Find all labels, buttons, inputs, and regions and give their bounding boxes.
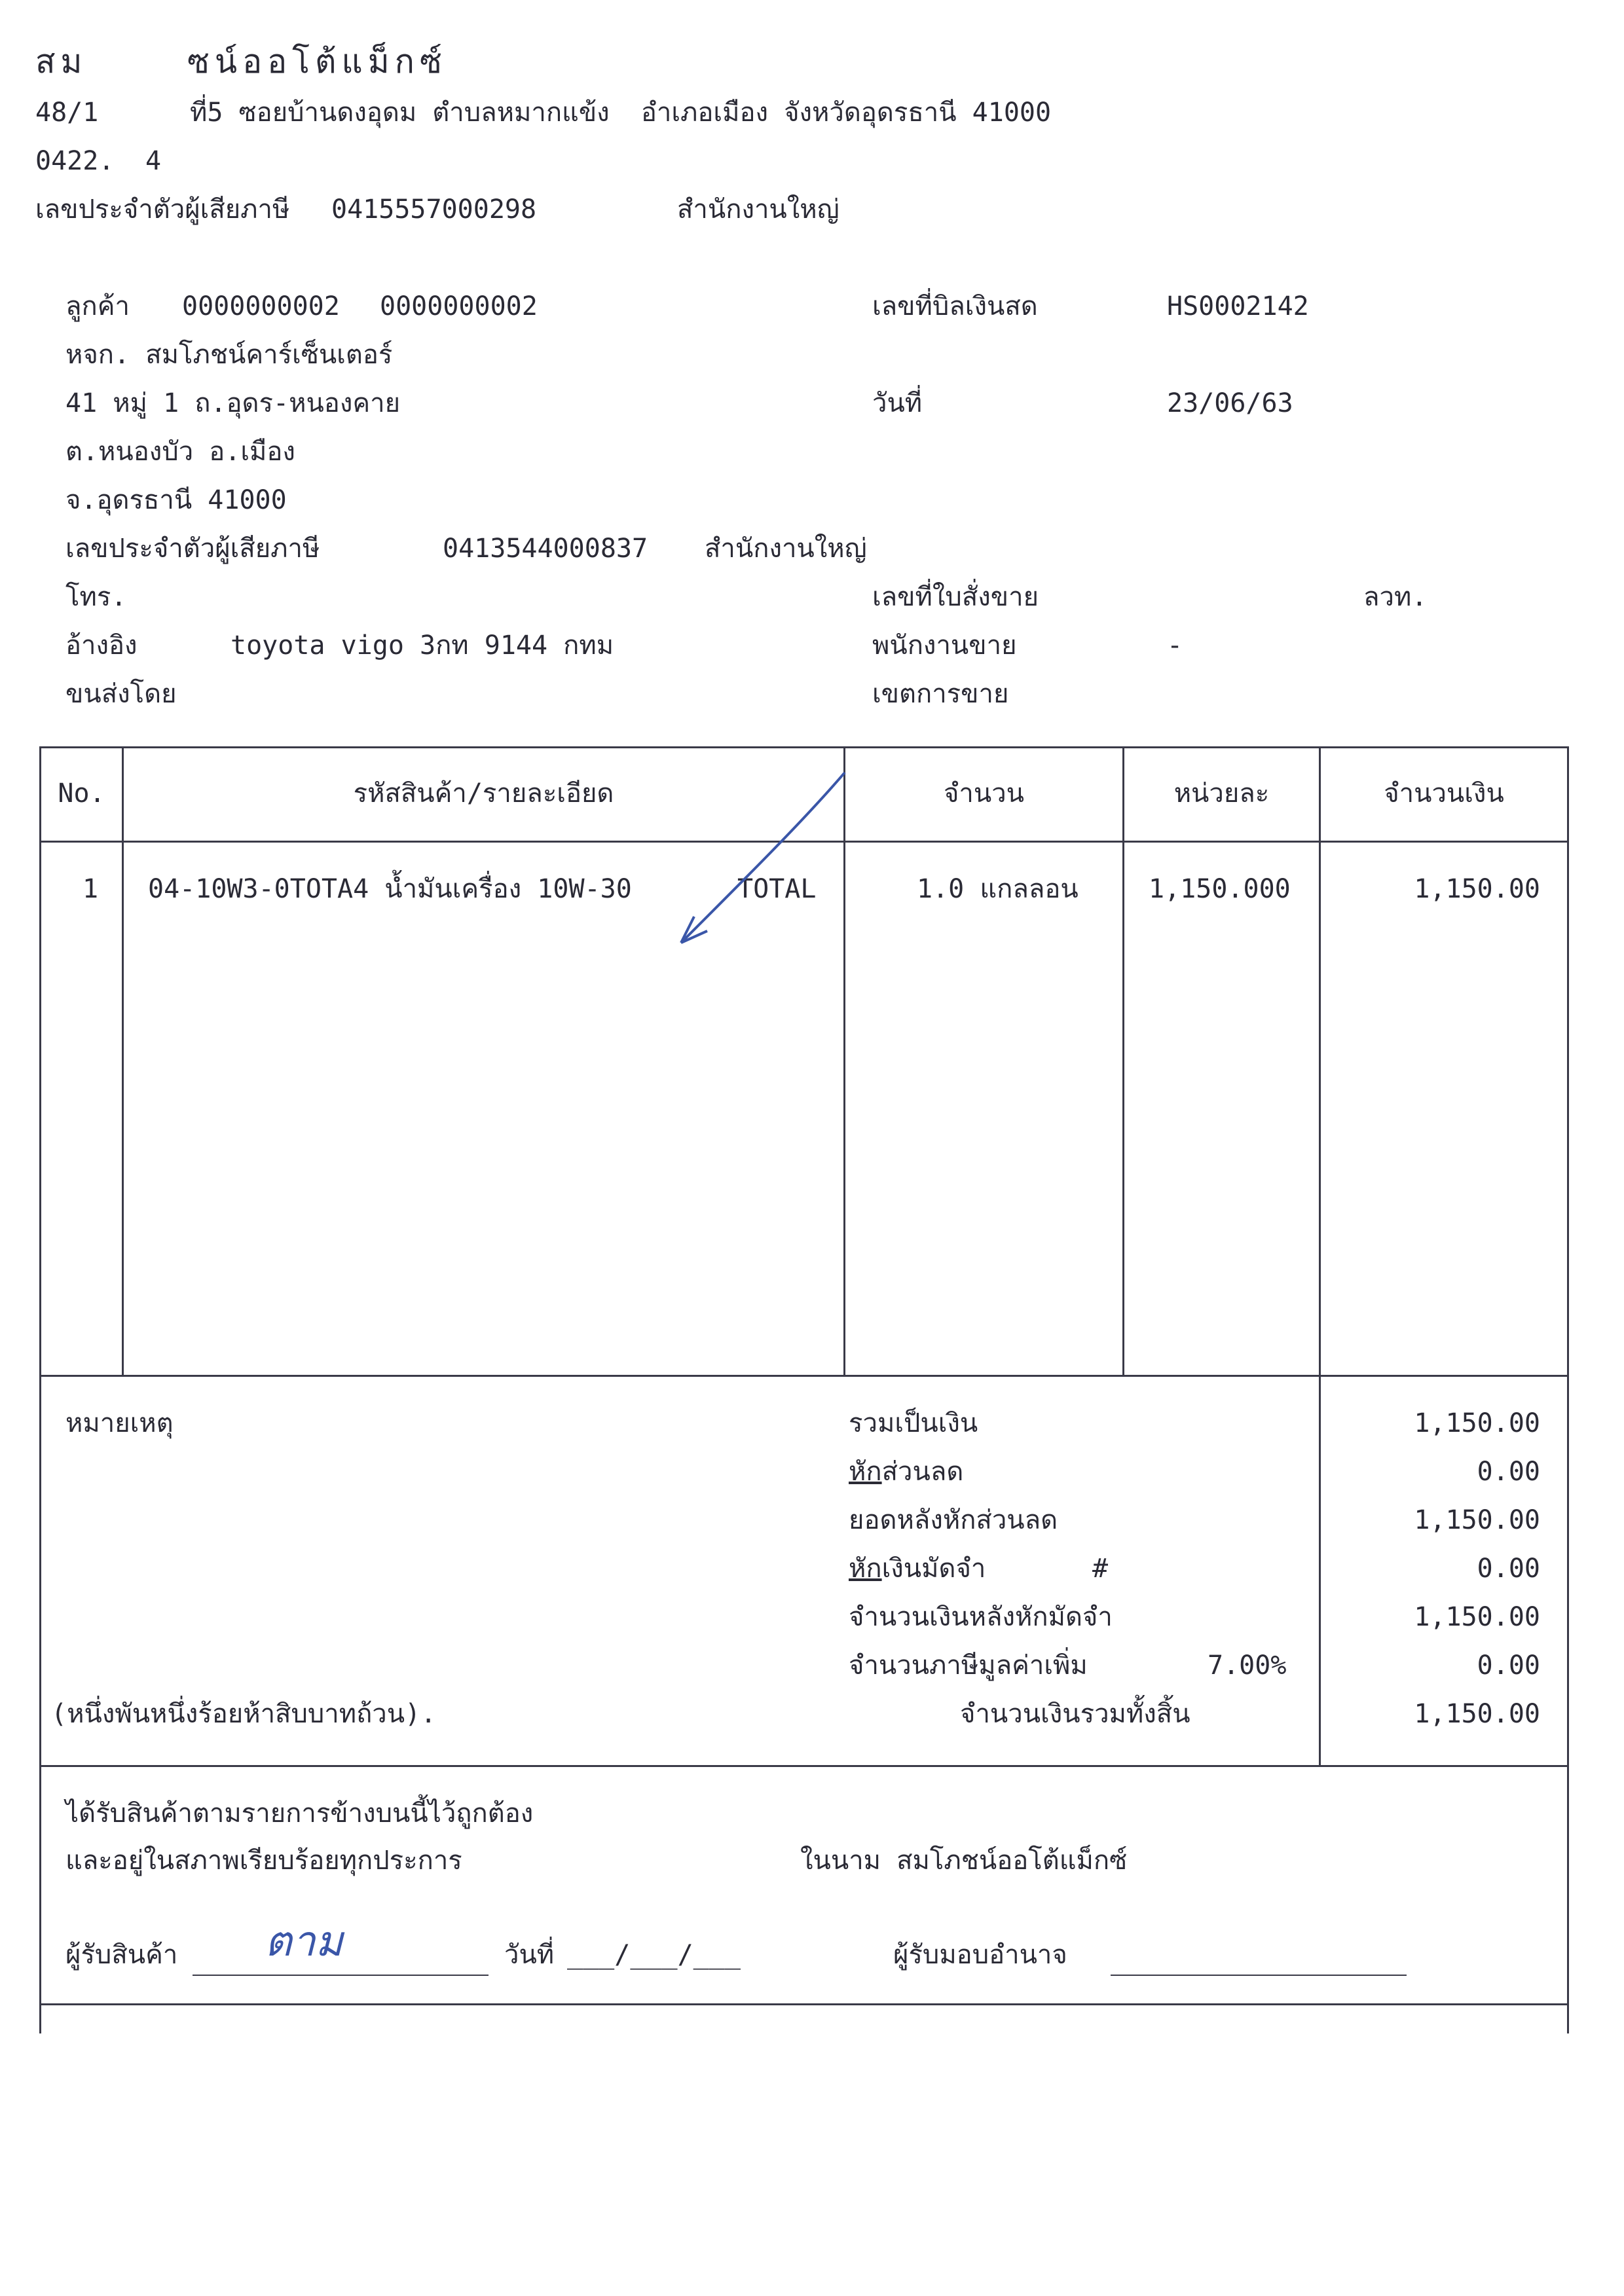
receiver-label: ผู้รับสินค้า: [65, 1940, 178, 1970]
authorized-signature-line: [1111, 1975, 1407, 1976]
summary-value-grand-total: 1,150.00: [1414, 1699, 1540, 1729]
company-phone-left: 0422.: [35, 146, 115, 176]
acknowledgement-line-1: ได้รับสินค้าตามรายการข้างบนนี้ไว้ถูกต้อง: [65, 1798, 534, 1829]
bill-number-label: เลขที่บิลเงินสด: [872, 291, 1038, 321]
sales-order-value: ลวท.: [1363, 582, 1428, 612]
pen-arrow-mark: [655, 759, 858, 956]
total-in-words: (หนึ่งพันหนึ่งร้อยห้าสิบบาทถ้วน).: [51, 1699, 437, 1729]
customer-address-3: จ.อุดรธานี 41000: [65, 485, 287, 515]
customer-name: หจก. สมโภชน์คาร์เซ็นเตอร์: [65, 340, 393, 370]
customer-code-1: 0000000002: [182, 291, 340, 321]
header-quantity: จำนวน: [943, 778, 1025, 809]
bill-number: HS0002142: [1167, 291, 1309, 321]
customer-phone-label: โทร.: [65, 582, 127, 612]
reference-value: toyota vigo 3กท 9144 กทม: [231, 630, 614, 661]
summary-value-vat: 0.00: [1477, 1650, 1540, 1681]
summary-label-grand-total: จำนวนเงินรวมทั้งสิ้น: [960, 1699, 1190, 1729]
sales-order-label: เลขที่ใบสั่งขาย: [872, 582, 1039, 612]
bill-date: 23/06/63: [1167, 388, 1293, 418]
acknowledgement-line-2: และอยู่ในสภาพเรียบร้อยทุกประการ: [65, 1846, 462, 1876]
customer-label: ลูกค้า: [65, 291, 130, 321]
company-phone-right: 4: [145, 146, 162, 176]
customer-tax-label: เลขประจำตัวผู้เสียภาษี: [65, 534, 320, 564]
company-name-left: สม: [35, 43, 88, 81]
salesperson-value: -: [1167, 630, 1183, 661]
summary-vat-rate: 7.00%: [1208, 1650, 1287, 1681]
header-description: รหัสสินค้า/รายละเอียด: [353, 778, 614, 809]
shipping-label: ขนส่งโดย: [65, 679, 177, 709]
summary-value-after-deposit: 1,150.00: [1414, 1602, 1540, 1632]
receiver-signature: ตาม: [265, 1918, 343, 1966]
company-address-left: 48/1: [35, 98, 99, 128]
summary-value-discount: 0.00: [1477, 1457, 1540, 1487]
summary-label-after-deposit: จำนวนเงินหลังหักมัดจำ: [849, 1602, 1113, 1632]
receive-date-blank: ___/___/___: [567, 1940, 741, 1970]
sales-area-label: เขตการขาย: [872, 679, 1009, 709]
customer-address-2: ต.หนองบัว อ.เมือง: [65, 437, 295, 467]
summary-label-discount: หักส่วนลด: [849, 1457, 964, 1487]
company-branch: สำนักงานใหญ่: [677, 194, 840, 225]
remark-label: หมายเหตุ: [65, 1408, 174, 1438]
row-amount: 1,150.00: [1414, 874, 1540, 904]
reference-label: อ้างอิง: [65, 630, 138, 661]
customer-address-1: 41 หมู่ 1 ถ.อุดร-หนองคาย: [65, 388, 401, 418]
receiver-signature-line: [193, 1975, 489, 1976]
row-brand: TOTAL: [737, 874, 817, 904]
company-address-right: ที่5 ซอยบ้านดงอุดม ตำบลหมากแข้ง อำเภอเมือง จังหวัดอุดรธานี 41000: [190, 98, 1052, 128]
summary-label-subtotal: รวมเป็นเงิน: [849, 1408, 978, 1438]
row-unit-price: 1,150.000: [1149, 874, 1291, 904]
summary-label-deposit: หักเงินมัดจำ: [849, 1554, 986, 1584]
row-quantity: 1.0 แกลลอน: [917, 874, 1079, 904]
header-no: No.: [58, 778, 105, 809]
summary-value-after-discount: 1,150.00: [1414, 1505, 1540, 1535]
company-tax-label: เลขประจำตัวผู้เสียภาษี: [35, 194, 290, 225]
customer-code-2: 0000000002: [380, 291, 538, 321]
row-no: 1: [83, 874, 99, 904]
summary-label-vat: จำนวนภาษีมูลค่าเพิ่ม: [849, 1650, 1088, 1681]
summary-label-after-discount: ยอดหลังหักส่วนลด: [849, 1505, 1058, 1535]
salesperson-label: พนักงานขาย: [872, 630, 1017, 661]
summary-value-deposit: 0.00: [1477, 1554, 1540, 1584]
header-amount: จำนวนเงิน: [1384, 778, 1504, 809]
row-description: 04-10W3-0TOTA4 น้ำมันเครื่อง 10W-30: [148, 874, 632, 904]
customer-branch: สำนักงานใหญ่: [705, 534, 867, 564]
on-behalf-of: ในนาม สมโภชน์ออโต้แม็กซ์: [800, 1846, 1128, 1876]
company-name-right: ซน์ออโต้แม็กซ์: [187, 43, 447, 81]
summary-deposit-ref: #: [1092, 1554, 1109, 1584]
bill-date-label: วันที่: [872, 388, 923, 418]
header-unit-price: หน่วยละ: [1173, 778, 1270, 809]
authorized-label: ผู้รับมอบอำนาจ: [893, 1940, 1067, 1970]
company-tax-id: 0415557000298: [331, 194, 537, 225]
summary-value-subtotal: 1,150.00: [1414, 1408, 1540, 1438]
customer-tax-id: 0413544000837: [443, 534, 648, 564]
receive-date-label: วันที่: [504, 1940, 555, 1970]
